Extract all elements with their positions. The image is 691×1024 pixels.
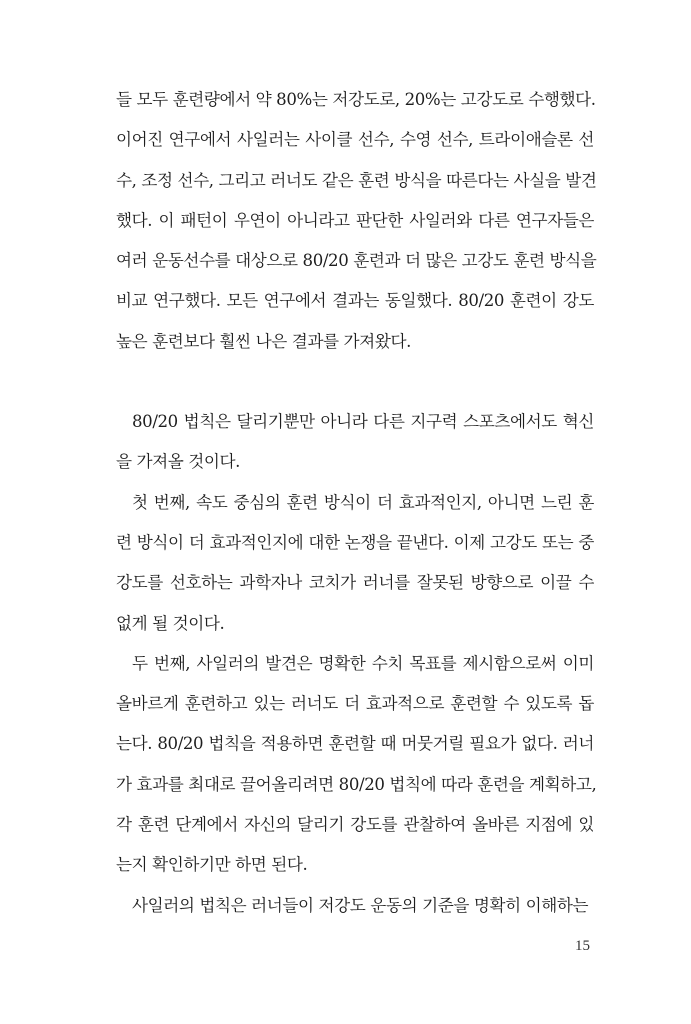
text-line: 련 방식이 더 효과적인지에 대한 논쟁을 끝낸다. 이제 고강도 또는 중 [116,532,594,552]
text-line: 했다. 이 패턴이 우연이 아니라고 판단한 사일러와 다른 연구자들은 [116,210,594,230]
text-line: 강도를 선호하는 과학자나 코치가 러너를 잘못된 방향으로 이끌 수 [116,573,594,593]
text-line: 사일러의 법칙은 러너들이 저강도 운동의 기준을 명확히 이해하는 [132,895,589,915]
text-line: 이어진 연구에서 사일러는 사이클 선수, 수영 선수, 트라이애슬론 선 [116,130,594,150]
page-number: 15 [575,938,590,954]
paragraph-5 [116,886,594,926]
text-line: 들 모두 훈련량에서 약 80%는 저강도로, 20%는 고강도로 수행했다. [116,90,596,109]
text-line: 수, 조정 선수, 그리고 러너도 같은 훈련 방식을 따른다는 사실을 발견 [116,170,597,190]
text-line: 는다. 80/20 법칙을 적용하면 훈련할 때 머뭇거릴 필요가 없다. 러너 [116,734,594,754]
paragraph-3 [116,483,594,644]
page-body-text [116,80,597,926]
text-line: 80/20 법칙은 달리기뿐만 아니라 다른 지구력 스포츠에서도 혁신 [132,412,594,432]
text-line: 올바르게 훈련하고 있는 러너도 더 효과적으로 훈련할 수 있도록 돕 [116,694,594,714]
section-break [116,362,594,402]
text-line: 는지 확인하기만 하면 된다. [116,855,308,875]
paragraph-4 [116,644,597,886]
text-line: 각 훈련 단계에서 자신의 달리기 강도를 관찰하여 올바른 지점에 있 [116,815,594,835]
paragraph-1 [116,80,597,362]
text-line: 두 번째, 사일러의 발견은 명확한 수치 목표를 제시함으로써 이미 [132,653,594,673]
text-line: 첫 번째, 속도 중심의 훈련 방식이 더 효과적인지, 아니면 느린 훈 [132,492,594,512]
text-line: 높은 훈련보다 훨씬 나은 결과를 가져왔다. [116,331,411,351]
text-line: 을 가져올 것이다. [116,452,241,472]
text-line: 가 효과를 최대로 끌어올리려면 80/20 법칙에 따라 훈련을 계획하고, [116,774,597,794]
text-line: 여러 운동선수를 대상으로 80/20 훈련과 더 많은 고강도 훈련 방식을 [116,251,597,271]
paragraph-2 [116,402,594,483]
text-line: 비교 연구했다. 모든 연구에서 결과는 동일했다. 80/20 훈련이 강도 [116,291,594,311]
text-line: 없게 될 것이다. [116,613,225,633]
